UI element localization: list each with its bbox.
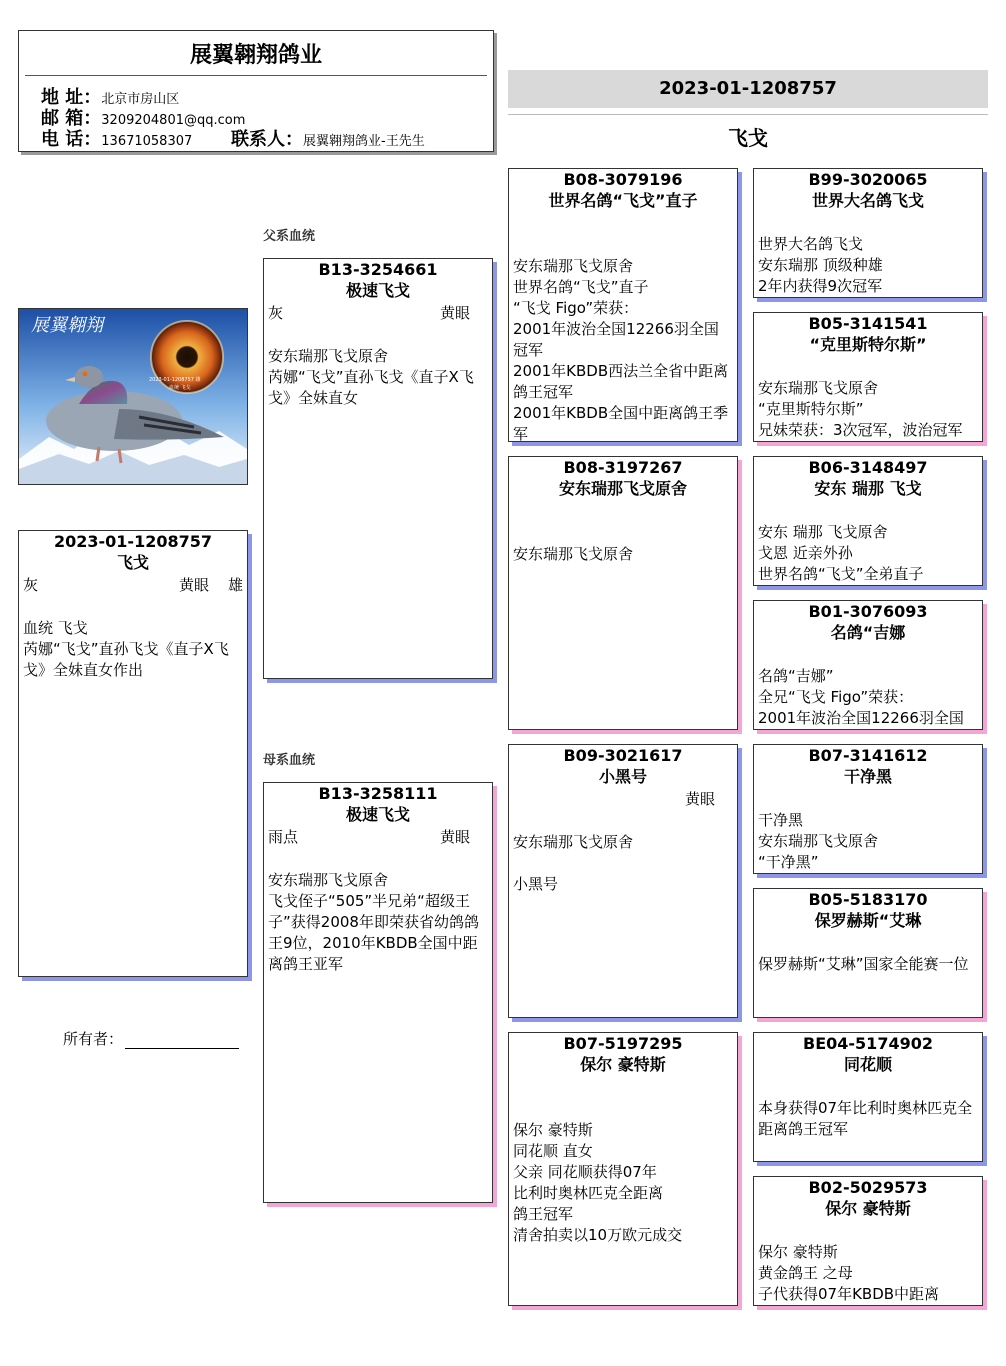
note-line: 同花顺 直女 — [513, 1142, 593, 1160]
note-line: 安东瑞那飞戈原舍 — [513, 833, 634, 851]
note-line: 安东瑞那飞戈原舍 — [268, 347, 389, 365]
dam-ring-number: B13-3258111 — [318, 784, 438, 803]
dd-name: 保尔 豪特斯 — [580, 1055, 666, 1074]
sire-card — [263, 258, 493, 679]
note-line: 鸽王冠军 — [513, 1205, 574, 1223]
note-line: 安东瑞那飞戈原舍 — [513, 545, 634, 563]
note-line: 子代获得07年KBDB中距离 — [758, 1285, 940, 1303]
note-line: 世界名鸽“飞戈”直子 — [513, 278, 649, 296]
sss-ring-number: B99-3020065 — [808, 170, 928, 189]
dsd-notes — [754, 954, 982, 975]
phone-row — [41, 125, 192, 151]
sd-name: 安东瑞那飞戈原舍 — [558, 479, 687, 498]
photo-caption-2: 血统 飞戈 — [169, 385, 191, 391]
note-line: “克里斯特尔斯” — [758, 400, 864, 418]
ssd-notes — [754, 378, 982, 441]
ss-notes — [509, 256, 737, 442]
dds-name: 同花顺 — [843, 1055, 892, 1074]
dam-eye: 黄眼 — [440, 828, 471, 846]
contact-value: 展翼翱翔鸽业-王先生 — [303, 134, 425, 149]
note-line: 安东瑞那飞戈原舍 — [513, 257, 634, 275]
email-label: 邮 箱： — [41, 108, 102, 129]
note-line: 世界大名鸽飞戈 — [758, 235, 864, 253]
note-line: 2001年KBDB全国中距离鸽王季军 — [513, 404, 729, 442]
note-line: 2001年波治全国12266羽全国 — [758, 709, 964, 727]
dd-notes — [509, 1120, 737, 1246]
dds-notes — [754, 1098, 982, 1140]
ds-attributes — [509, 788, 737, 810]
sds-notes — [754, 522, 982, 585]
owner-signature-line[interactable] — [125, 1032, 239, 1049]
dam-sire-card — [508, 744, 738, 1018]
sire-name: 极速飞戈 — [345, 281, 410, 300]
subject-ring-number: 2023-01-1208757 — [53, 532, 212, 551]
sire-color: 灰 — [268, 304, 284, 322]
note-line: 芮娜“飞戈”直孙飞戈《直子X飞戈》全妹直女作出 — [23, 640, 229, 679]
sdd-card — [753, 600, 983, 730]
address-value: 北京市房山区 — [101, 92, 180, 107]
address-label: 地 址： — [41, 87, 102, 108]
sss-card — [753, 168, 983, 298]
dam-name: 极速飞戈 — [345, 805, 410, 824]
note-line: 保尔 豪特斯 — [758, 1243, 838, 1261]
note-line: 安东 瑞那 飞戈原舍 — [758, 523, 888, 541]
dss-notes — [754, 810, 982, 873]
note-line: 黄金鸽王 之母 — [758, 1264, 853, 1282]
banner-divider — [508, 114, 988, 115]
note-line: “干净黑” — [758, 853, 819, 871]
dsd-card — [753, 888, 983, 1018]
note-line: 安东瑞那飞戈原舍 — [758, 832, 879, 850]
phone-label: 电 话： — [41, 129, 102, 150]
sire-dam-card — [508, 456, 738, 730]
owner-signature-row — [63, 1028, 239, 1049]
pigeon-photo — [18, 308, 248, 485]
dss-name: 干净黑 — [843, 767, 892, 786]
sdd-notes — [754, 666, 982, 729]
note-line: 世界名鸽“飞戈”全弟直子 — [758, 565, 924, 583]
sdd-ring-number: B01-3076093 — [808, 602, 928, 621]
note-line: “飞戈 Figo”荣获： — [513, 299, 639, 317]
dd-ring-number: B07-5197295 — [563, 1034, 683, 1053]
dam-line-label: 母系血统 — [263, 753, 316, 768]
sd-notes — [509, 544, 737, 565]
note-line: 安东瑞那飞戈原舍 — [268, 871, 389, 889]
farm-name: 展翼翱翔鸽业 — [189, 43, 322, 68]
note-line: 清舍拍卖以10万欧元成交 — [513, 1226, 683, 1244]
ddd-name: 保尔 豪特斯 — [825, 1199, 911, 1218]
sds-card — [753, 456, 983, 586]
note-line: 比利时奥林匹克全距离 — [513, 1184, 664, 1202]
phone-value: 13671058307 — [101, 134, 193, 149]
subject-name: 飞戈 — [116, 553, 149, 572]
sire-sire-card — [508, 168, 738, 442]
note-line — [513, 853, 733, 874]
ds-ring-number: B09-3021617 — [563, 746, 683, 765]
note-line: 安东瑞那 顶级种雄 — [758, 256, 883, 274]
note-line: 2年内获得9次冠军 — [758, 277, 883, 295]
email-value[interactable]: 3209204801@qq.com — [101, 113, 246, 128]
note-line: 名鸽“吉娜” — [758, 667, 834, 685]
note-line: 保罗赫斯“艾琳”国家全能赛一位 — [758, 955, 969, 973]
subject-eye: 黄眼 — [179, 576, 210, 594]
ds-eye: 黄眼 — [685, 790, 716, 808]
ddd-card — [753, 1176, 983, 1306]
subject-notes — [19, 618, 247, 681]
dam-color: 雨点 — [268, 828, 299, 846]
sds-ring-number: B06-3148497 — [808, 458, 928, 477]
ssd-ring-number: B05-3141541 — [808, 314, 928, 333]
note-line: 保尔 豪特斯 — [513, 1121, 593, 1139]
dsd-ring-number: B05-5183170 — [808, 890, 928, 909]
note-line: 芮娜“飞戈”直孙飞戈《直子X飞戈》全妹直女 — [268, 368, 474, 407]
header-divider — [25, 75, 487, 76]
ss-name: 世界名鸽“飞戈”直子 — [548, 191, 698, 210]
ds-name: 小黑号 — [598, 767, 647, 786]
note-line: 戈恩 近亲外孙 — [758, 544, 853, 562]
note-line: 安东瑞那飞戈原舍 — [758, 379, 879, 397]
photo-title-text: 展翼翱翔 — [31, 315, 103, 336]
pigeon-photo-art — [19, 309, 247, 484]
sds-name: 安东 瑞那 飞戈 — [814, 479, 922, 498]
photo-caption: 2023-01-1208757 雄 — [149, 377, 201, 383]
contact-label: 联系人： — [231, 129, 303, 150]
note-line: 全兄“飞戈 Figo”荣获： — [758, 688, 914, 706]
subject-pigeon-card — [18, 530, 248, 977]
sss-notes — [754, 234, 982, 297]
subject-attributes — [19, 574, 247, 596]
note-line: 小黑号 — [513, 875, 559, 893]
dam-notes — [264, 870, 492, 975]
subject-sex: 雄 — [227, 576, 243, 594]
ssd-card — [753, 312, 983, 442]
subject-color: 灰 — [23, 576, 39, 594]
sdd-name: 名鸽“吉娜 — [830, 623, 906, 642]
dam-dam-card — [508, 1032, 738, 1306]
sire-ring-number: B13-3254661 — [318, 260, 438, 279]
sire-line-label: 父系血统 — [263, 229, 316, 244]
ssd-name: “克里斯特尔斯” — [809, 335, 927, 354]
dds-ring-number: BE04-5174902 — [803, 1034, 933, 1053]
ddd-ring-number: B02-5029573 — [808, 1178, 928, 1197]
note-line: 兄妹荣获：3次冠军，波治冠军 — [758, 421, 963, 439]
note-line: 飞戈侄子“505”半兄弟“超级王子”获得2008年即荣获省幼鸽鸽王9位，2010年KBDB全国中距离鸽王亚军 — [268, 892, 479, 973]
note-line: 血统 飞戈 — [23, 619, 88, 637]
owner-label: 所有者： — [63, 1030, 124, 1048]
dss-ring-number: B07-3141612 — [808, 746, 928, 765]
ddd-notes — [754, 1242, 982, 1305]
note-line: 父亲 同花顺获得07年 — [513, 1163, 657, 1181]
pigeon-name-title: 飞戈 — [728, 126, 768, 150]
ring-number-banner: 2023-01-1208757 — [508, 70, 988, 108]
dss-card — [753, 744, 983, 874]
dsd-name: 保罗赫斯“艾琳 — [814, 911, 922, 930]
sss-name: 世界大名鸽飞戈 — [811, 191, 924, 210]
sire-eye: 黄眼 — [440, 304, 471, 322]
note-line: 2001年波治全国12266羽全国冠军 — [513, 320, 719, 359]
dam-card — [263, 782, 493, 1203]
dam-attributes — [264, 826, 492, 848]
sire-attributes — [264, 302, 492, 324]
dds-card — [753, 1032, 983, 1162]
note-line: 本身获得07年比利时奥林匹克全距离鸽王冠军 — [758, 1099, 973, 1138]
sd-ring-number: B08-3197267 — [563, 458, 683, 477]
ds-notes — [509, 832, 737, 895]
breeder-header-card — [18, 30, 494, 152]
note-line: 2001年KBDB西法兰全省中距离鸽王冠军 — [513, 362, 729, 401]
contact-row — [231, 125, 425, 151]
sire-notes — [264, 346, 492, 409]
note-line: 干净黑 — [758, 811, 804, 829]
ss-ring-number: B08-3079196 — [563, 170, 683, 189]
